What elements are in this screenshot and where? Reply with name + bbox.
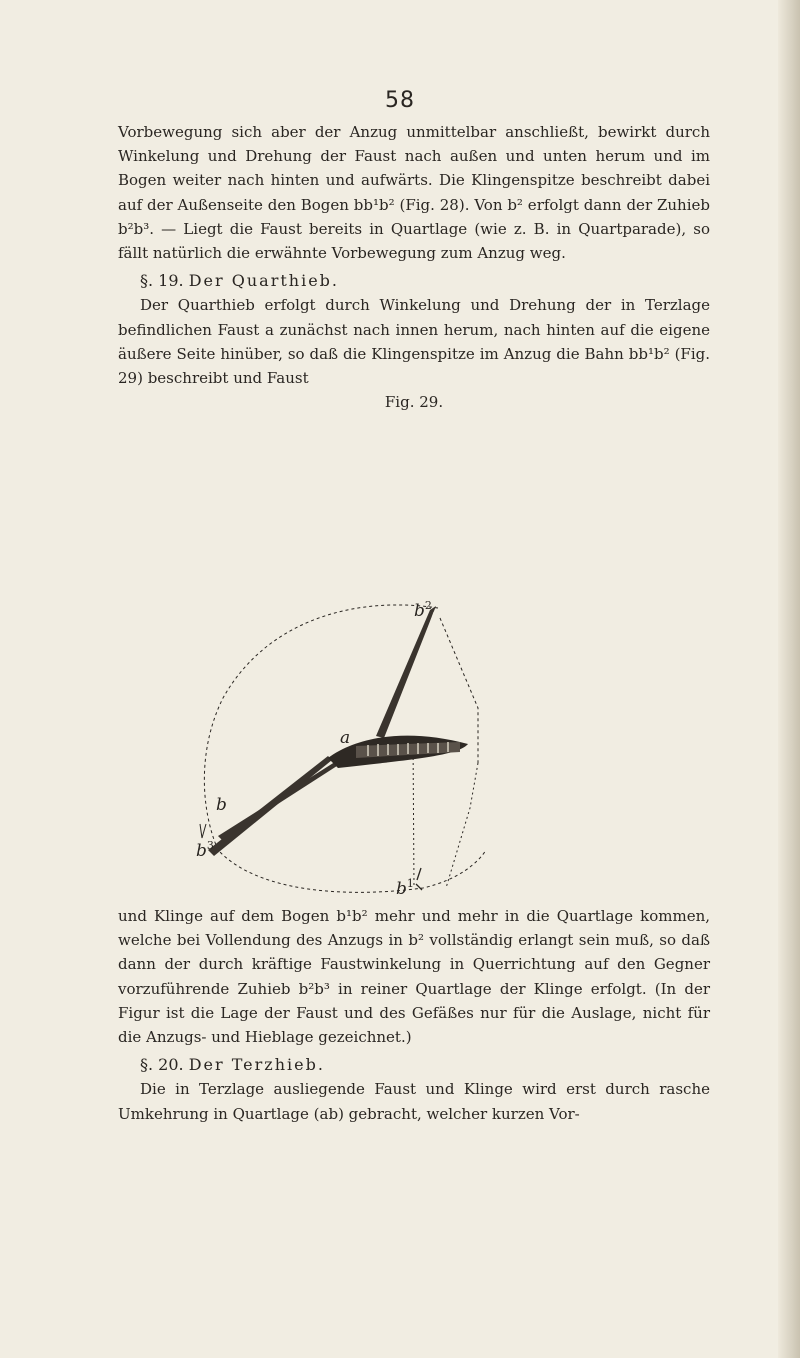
figure-caption: Fig. 29. [384,393,444,412]
label-a: a [340,728,351,748]
section-19-number: §. 19. [140,271,184,291]
section-20-heading [118,1053,710,1077]
text-block-top [118,120,710,414]
section-19-heading [118,269,710,293]
figure-29 [178,588,578,898]
label-b2: $b^2$ [414,599,432,621]
paragraph-4: Die in Terzlage ausliegende Faust und Klinge wird erst durch rasche Umkehrung in Quartlage (ab) gebracht, welcher kurzen Vor- [118,1080,710,1123]
dashed-right-lower [446,763,478,888]
section-20-number: §. 20. [140,1055,184,1075]
blade-upper [376,606,436,738]
dotted-vertical [413,738,414,888]
label-b3: $b^3$ [196,839,214,861]
label-b1: $b^1$ [396,877,414,898]
paragraph-3: und Klinge auf dem Bogen b¹b² mehr und mehr in die Quartlage kommen, welche bei Vollendung des Anzugs in b² vollständig erlangt sein muß, so daß dann der durch kräftige Faustwinkelung in Querrichtung auf den Gegner vorzuführende Zuhieb b²b³ in reiner Quartlage der Klinge erfolgt. (In der Figur ist die Lage der Faust und des Gefäßes nur für die Auslage, nicht für die Anzugs- und Hieblage gezeichnet.) [118,907,710,1047]
ticks-bottom [416,868,422,890]
section-19-title: Der Quarthieb. [188,271,340,291]
paragraph-1: Vorbewegung sich aber der Anzug unmittelbar anschließt, bewirkt durch Winkelung und Drehung der Faust nach außen und unten herum und im Bogen weiter nach hinten und aufwärts. Die Klingenspitze beschreibt dabei auf der Außenseite den Bogen bb¹b² (Fig. 28). Von b² erfolgt dann der Zuhieb b²b³. — Liegt die Faust bereits in Quartlage (wie z. B. in Quartparade), so fällt natürlich die erwähnte Vorbewegung zum Anzug weg. [118,123,710,263]
page-number: 58 [385,88,415,113]
arrow-b [200,824,206,838]
page-edge [778,0,800,1358]
text-block-bottom [118,904,710,1126]
blade-upper-edge [393,612,434,728]
section-20-title: Der Terzhieb. [188,1055,325,1075]
blade-lower-2 [218,760,340,840]
label-b: b [216,795,227,815]
figure-29-diagram [178,588,578,898]
paragraph-2: Der Quarthieb erfolgt durch Winkelung und Drehung der in Terzlage befindlichen Faust a zunächst nach innen herum, nach hinten auf die eigene äußere Seite hinüber, so daß die Klingenspitze im Anzug die Bahn bb¹b² (Fig. 29) beschreibt und Faust [118,296,710,388]
